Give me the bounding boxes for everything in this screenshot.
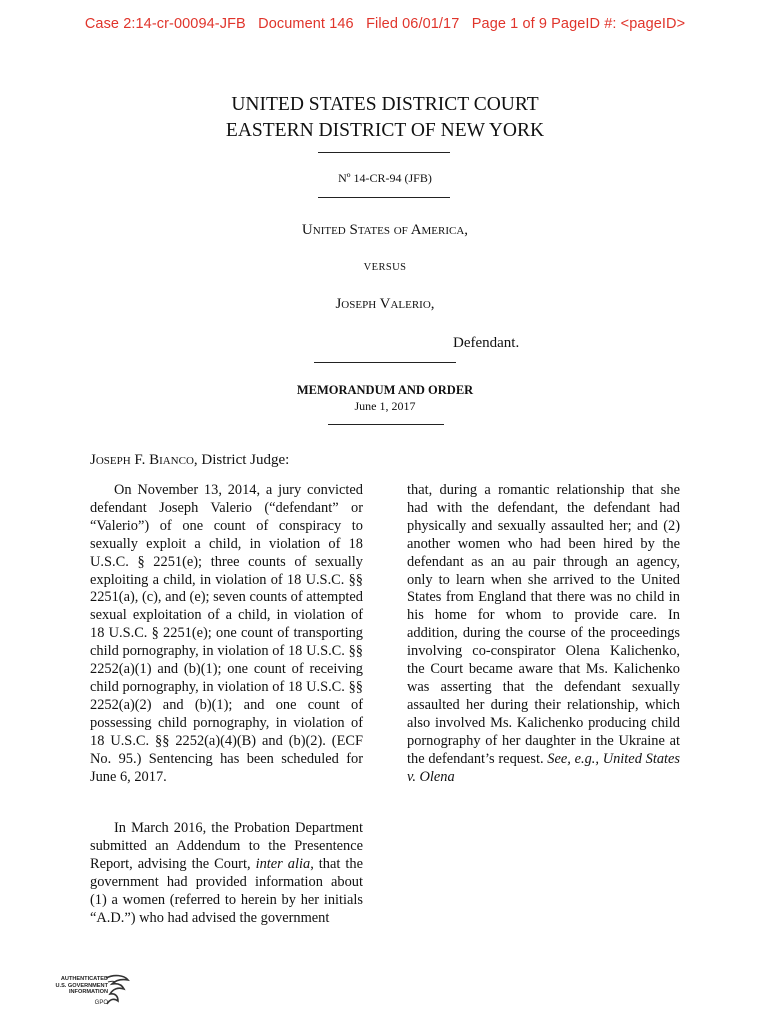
gpo-line2: U.S. GOVERNMENT bbox=[55, 982, 108, 989]
case-header-stamp: Case 2:14-cr-00094-JFB Document 146 Filed 06/01/17 Page 1 of 9 PageID #: <pageID> bbox=[84, 16, 686, 32]
gpo-line3: INFORMATION bbox=[68, 989, 108, 996]
left-column-paragraph-1 bbox=[90, 482, 363, 786]
case-number: Nº 14-CR-94 (JFB) bbox=[338, 171, 432, 185]
judge-line bbox=[90, 452, 289, 469]
defendant-name: Joseph Valerio, bbox=[335, 296, 435, 312]
gpo-authentication-logo bbox=[44, 972, 130, 1012]
gpo-mark: GPO bbox=[94, 1000, 108, 1006]
addendum-paragraph bbox=[90, 820, 363, 927]
judge-title: , District Judge: bbox=[193, 452, 290, 468]
divider-rule bbox=[318, 197, 450, 198]
plaintiff-name: United States of America, bbox=[301, 222, 469, 238]
addendum-text-end: , that the government had provided information about (1) a women (referred to herein by her initials “A.D.”) who had advised the government bbox=[90, 855, 363, 926]
case-citation: See, e.g., United States v. Olena bbox=[407, 750, 681, 785]
gpo-line1: AUTHENTICATED bbox=[60, 976, 108, 982]
addendum-text-start: In March 2016, the Probation Department submitted an Addendum to the Presentence Report, advising the Court, bbox=[90, 820, 363, 872]
opening-paragraph: On November 13, 2014, a jury convicted defendant Joseph Valerio (“defendant” or “Valerio”) of one count of conspiracy to sexually exploit a child, in violation of 18 U.S.C. § 2251(e); three counts of sexually exploiting a child, in violation of 18 U.S.C. §§ 2251(a), (c), and (e); seven counts of attempted sexual exploitation of a child, in violation of 18 U.S.C. § 2251(e); one count of transporting child pornography, in violation of 18 U.S.C. §§ 2252(a)(1) and (b)(1); one count of receiving child pornography, in violation of 18 U.S.C. §§ 2252(a)(2) and (b)(1); and one count of possessing child pornography, in violation of 18 U.S.C. §§ 2252(a)(4)(B) and (b)(2). (ECF No. 95.) Sentencing has been scheduled for June 6, 2017. bbox=[90, 482, 363, 785]
divider-rule bbox=[318, 152, 450, 153]
continued-text: that, during a romantic relationship that she had with the defendant, the defendant had physically and sexually assaulted her; and (2) another women who had been hired by the defendant as an au pair through an agency, only to learn when she arrived to the United States from England that there was no child in his home for whom to provide care. In addition, during the course of the proceedings involving co-conspirator Olena Kalichenko, the Court became aware that Ms. Kalichenko was asserting that the defendant sexually assaulted her during their relationship, which also involved Ms. Kalichenko producing child pornography of her daughter in the Ukraine at the defendant’s request. bbox=[407, 482, 680, 767]
divider-rule bbox=[328, 424, 444, 425]
judge-name: Joseph F. Bianco bbox=[90, 452, 194, 468]
divider-rule bbox=[314, 362, 456, 363]
court-name-line2: EASTERN DISTRICT OF NEW YORK bbox=[225, 120, 545, 141]
defendant-role: Defendant. bbox=[453, 335, 520, 351]
court-name-line1: UNITED STATES DISTRICT COURT bbox=[231, 94, 539, 115]
document-date: June 1, 2017 bbox=[354, 399, 416, 413]
gpo-logo-text bbox=[44, 976, 108, 996]
eagle-icon bbox=[102, 972, 130, 1012]
right-column bbox=[407, 482, 680, 786]
left-column-paragraph-2 bbox=[90, 820, 363, 927]
addendum-paragraph-continued bbox=[407, 482, 680, 786]
versus-label: VERSUS bbox=[363, 262, 407, 273]
document-title: MEMORANDUM AND ORDER bbox=[296, 383, 474, 397]
addendum-italic: inter alia bbox=[255, 855, 311, 872]
